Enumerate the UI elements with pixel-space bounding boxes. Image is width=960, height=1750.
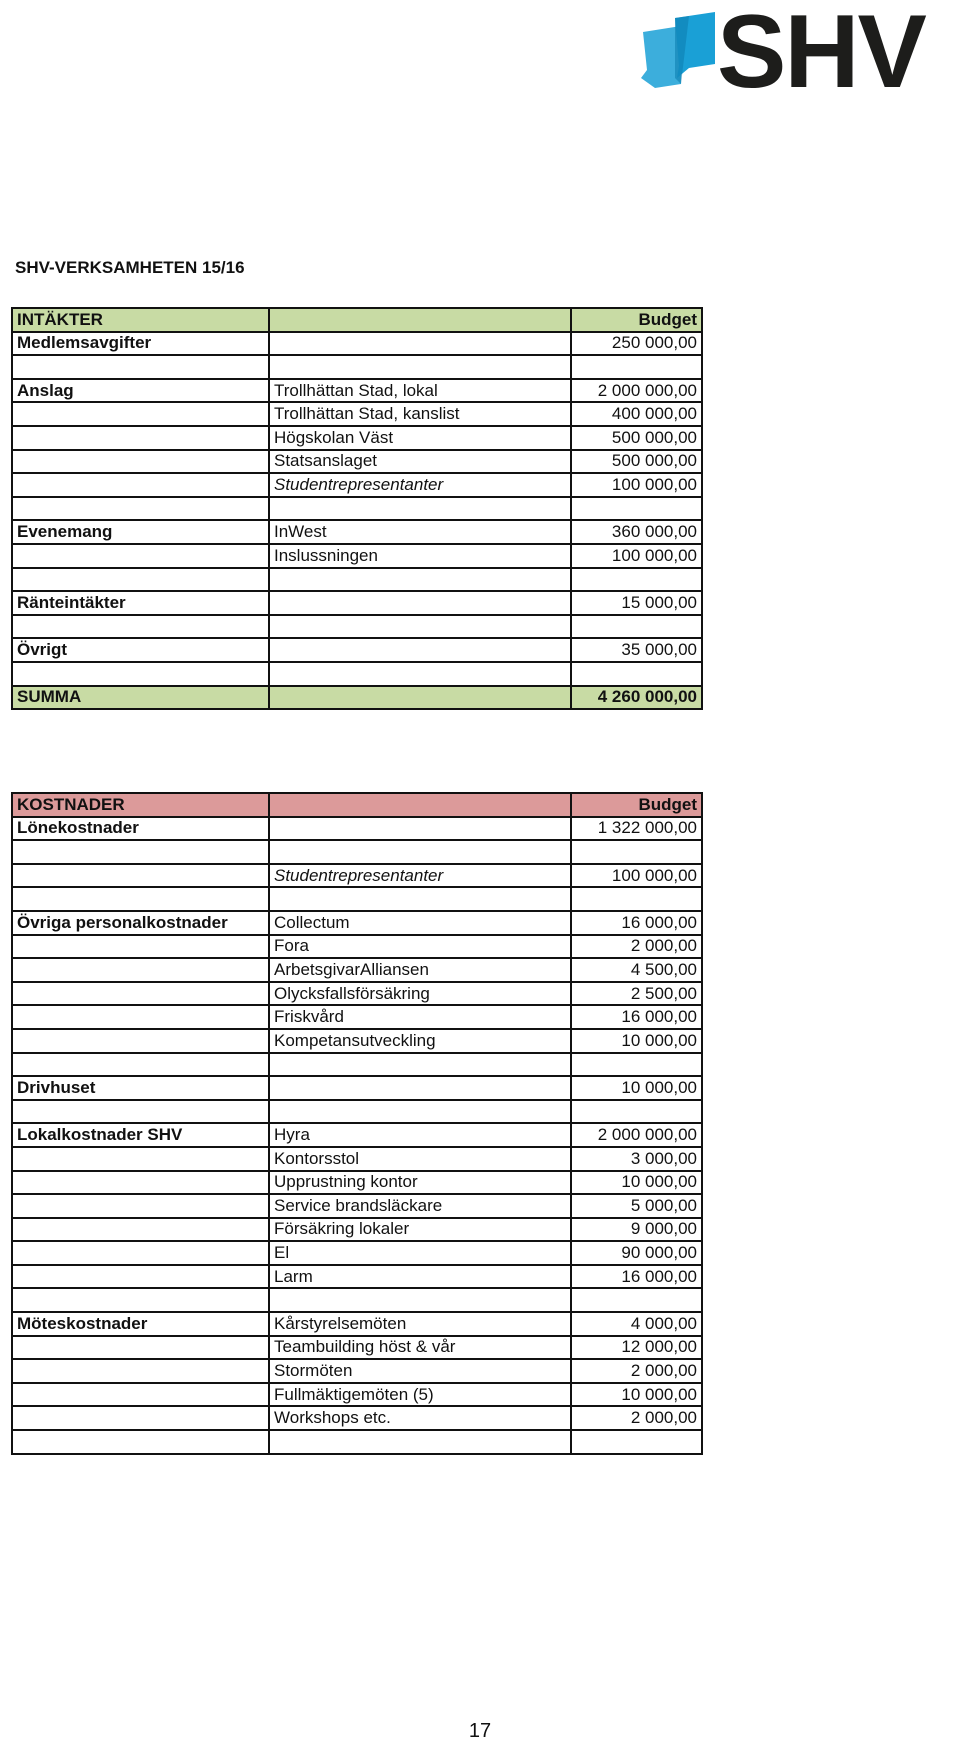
row-category [12,958,269,982]
row-item [269,1053,571,1077]
table-row [12,1171,702,1195]
row-item: Inslussningen [269,544,571,568]
row-amount [571,1053,702,1077]
row-item: InWest [269,520,571,544]
row-item: Kontorsstol [269,1147,571,1171]
row-category: Övriga personalkostnader [12,911,269,935]
row-amount: 100 000,00 [571,544,702,568]
table-row [12,817,702,841]
row-amount: 10 000,00 [571,1029,702,1053]
row-amount: 500 000,00 [571,426,702,450]
row-item [269,817,571,841]
row-category [12,1288,269,1312]
row-item [269,1430,571,1454]
row-category [12,1265,269,1289]
row-amount: 2 000,00 [571,935,702,959]
table-row [12,615,702,639]
income-total-row [12,686,702,710]
row-amount: 15 000,00 [571,591,702,615]
row-category [12,544,269,568]
logo-text: SHV [717,0,925,110]
row-item [269,840,571,864]
row-category [12,568,269,592]
row-category [12,402,269,426]
row-amount [571,615,702,639]
row-category [12,1336,269,1360]
row-item [269,1100,571,1124]
row-category [12,1241,269,1265]
table-row [12,379,702,403]
row-amount: 16 000,00 [571,911,702,935]
income-total-amount: 4 260 000,00 [571,686,702,710]
row-amount: 10 000,00 [571,1383,702,1407]
row-amount: 10 000,00 [571,1171,702,1195]
row-item: ArbetsgivarAlliansen [269,958,571,982]
row-category: Drivhuset [12,1076,269,1100]
row-item: Friskvård [269,1005,571,1029]
table-row [12,1218,702,1242]
table-row [12,402,702,426]
row-amount [571,568,702,592]
row-item [269,615,571,639]
row-amount: 250 000,00 [571,332,702,356]
table-row [12,591,702,615]
row-item [269,1288,571,1312]
row-amount: 2 000 000,00 [571,379,702,403]
row-category [12,450,269,474]
row-item [269,591,571,615]
row-amount: 9 000,00 [571,1218,702,1242]
table-row [12,1076,702,1100]
table-row [12,1265,702,1289]
table-row [12,1359,702,1383]
table-row [12,1312,702,1336]
table-row [12,497,702,521]
row-amount: 2 000,00 [571,1406,702,1430]
table-row [12,450,702,474]
row-item: Studentrepresentanter [269,864,571,888]
table-row [12,520,702,544]
row-item [269,355,571,379]
table-row [12,1194,702,1218]
row-category: Ränteintäkter [12,591,269,615]
row-item: Kårstyrelsemöten [269,1312,571,1336]
income-header-budget: Budget [571,308,702,332]
row-category [12,662,269,686]
table-row [12,1029,702,1053]
table-row [12,355,702,379]
table-row [12,864,702,888]
row-amount: 16 000,00 [571,1265,702,1289]
table-row [12,1147,702,1171]
row-amount: 12 000,00 [571,1336,702,1360]
table-row [12,958,702,982]
row-category [12,982,269,1006]
row-amount [571,1430,702,1454]
row-amount: 16 000,00 [571,1005,702,1029]
row-category [12,473,269,497]
row-category [12,864,269,888]
row-item: Trollhättan Stad, kanslist [269,402,571,426]
table-row [12,1430,702,1454]
costs-header-blank [269,793,571,817]
row-category [12,497,269,521]
row-category [12,1005,269,1029]
row-amount: 360 000,00 [571,520,702,544]
row-item [269,887,571,911]
row-item: Kompetansutveckling [269,1029,571,1053]
table-row [12,568,702,592]
row-item: Fora [269,935,571,959]
row-amount: 1 322 000,00 [571,817,702,841]
speech-bubble-logo-icon [637,12,719,92]
row-item [269,638,571,662]
row-category [12,1029,269,1053]
row-amount [571,840,702,864]
costs-table [11,792,703,1455]
table-row [12,1123,702,1147]
row-amount: 100 000,00 [571,864,702,888]
table-row [12,1383,702,1407]
costs-header-label: KOSTNADER [12,793,269,817]
row-category [12,426,269,450]
row-amount: 2 000,00 [571,1359,702,1383]
table-row [12,1288,702,1312]
row-amount: 400 000,00 [571,402,702,426]
row-amount: 100 000,00 [571,473,702,497]
row-category [12,1100,269,1124]
row-item: Larm [269,1265,571,1289]
row-category [12,1406,269,1430]
income-total-label: SUMMA [12,686,269,710]
row-amount: 500 000,00 [571,450,702,474]
document-title: SHV-VERKSAMHETEN 15/16 [15,258,245,277]
row-amount [571,662,702,686]
row-item [269,1076,571,1100]
table-row [12,935,702,959]
row-item: Workshops etc. [269,1406,571,1430]
row-category: Möteskostnader [12,1312,269,1336]
row-amount: 2 000 000,00 [571,1123,702,1147]
income-header-blank [269,308,571,332]
row-item [269,662,571,686]
row-amount: 4 500,00 [571,958,702,982]
table-row [12,1406,702,1430]
costs-header-row [12,793,702,817]
row-amount [571,355,702,379]
row-category [12,1359,269,1383]
income-total-blank [269,686,571,710]
row-item: Teambuilding höst & vår [269,1336,571,1360]
income-header-label: INTÄKTER [12,308,269,332]
table-row [12,1241,702,1265]
row-item: Högskolan Väst [269,426,571,450]
row-category [12,1218,269,1242]
row-item: Studentrepresentanter [269,473,571,497]
row-category: Lokalkostnader SHV [12,1123,269,1147]
row-item: Statsanslaget [269,450,571,474]
income-table [11,307,703,710]
row-category [12,1171,269,1195]
row-item [269,568,571,592]
row-category [12,1194,269,1218]
row-item: Olycksfallsförsäkring [269,982,571,1006]
row-category [12,1053,269,1077]
table-row [12,544,702,568]
row-amount: 2 500,00 [571,982,702,1006]
row-item: Upprustning kontor [269,1171,571,1195]
row-amount: 4 000,00 [571,1312,702,1336]
income-header-row [12,308,702,332]
table-row [12,1005,702,1029]
row-amount [571,1100,702,1124]
row-item [269,332,571,356]
row-item: Trollhättan Stad, lokal [269,379,571,403]
table-row [12,1336,702,1360]
table-row [12,911,702,935]
table-row [12,887,702,911]
row-item: El [269,1241,571,1265]
row-amount: 5 000,00 [571,1194,702,1218]
row-category [12,935,269,959]
costs-header-budget: Budget [571,793,702,817]
row-amount: 90 000,00 [571,1241,702,1265]
row-amount [571,1288,702,1312]
row-item: Försäkring lokaler [269,1218,571,1242]
row-category [12,887,269,911]
row-category: Lönekostnader [12,817,269,841]
row-category: Övrigt [12,638,269,662]
row-category [12,615,269,639]
row-category: Medlemsavgifter [12,332,269,356]
page-number: 17 [468,1720,492,1742]
row-category [12,355,269,379]
row-item [269,497,571,521]
row-category [12,1430,269,1454]
row-item: Service brandsläckare [269,1194,571,1218]
row-amount [571,497,702,521]
row-amount [571,887,702,911]
shv-logo [637,0,952,110]
table-row [12,982,702,1006]
row-amount: 35 000,00 [571,638,702,662]
row-category: Evenemang [12,520,269,544]
row-amount: 3 000,00 [571,1147,702,1171]
row-category [12,840,269,864]
row-amount: 10 000,00 [571,1076,702,1100]
row-item: Collectum [269,911,571,935]
table-row [12,473,702,497]
table-row [12,840,702,864]
table-row [12,1053,702,1077]
row-item: Stormöten [269,1359,571,1383]
row-category: Anslag [12,379,269,403]
table-row [12,662,702,686]
table-row [12,332,702,356]
table-row [12,426,702,450]
row-item: Fullmäktigemöten (5) [269,1383,571,1407]
row-category [12,1147,269,1171]
table-row [12,1100,702,1124]
table-row [12,638,702,662]
row-item: Hyra [269,1123,571,1147]
row-category [12,1383,269,1407]
